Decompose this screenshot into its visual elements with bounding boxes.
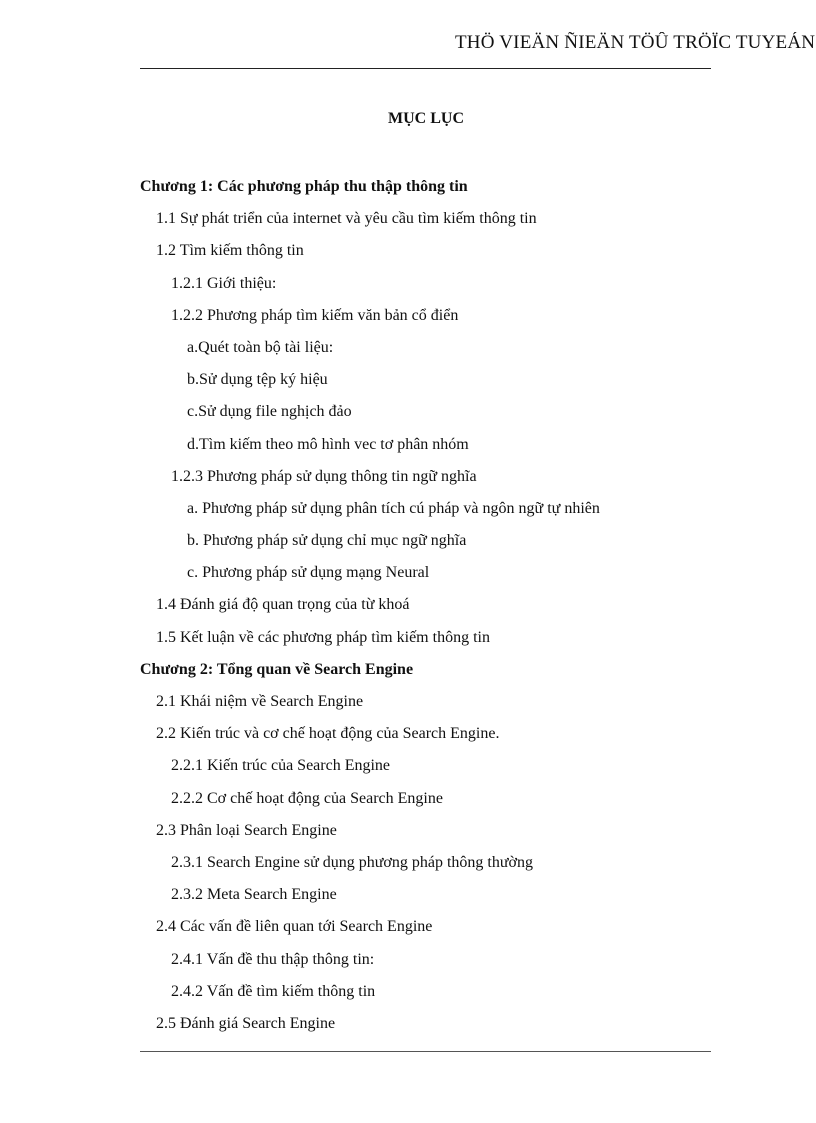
toc-chapter-2: Chương 2: Tổng quan về Search Engine <box>140 660 414 678</box>
toc-chapter-1: Chương 1: Các phương pháp thu thập thông tin <box>140 178 468 195</box>
toc-subitem: b.Sử dụng tệp ký hiệu <box>187 371 328 389</box>
footer-divider <box>140 1051 711 1052</box>
toc-subsection: 2.2.2 Cơ chế hoạt động của Search Engine <box>171 789 443 807</box>
toc-subsection: 2.4.2 Vấn đề tìm kiếm thông tin <box>171 982 376 1000</box>
toc-subsection: 1.2.3 Phương pháp sử dụng thông tin ngữ nghĩa <box>171 467 477 485</box>
header-divider <box>140 68 711 69</box>
toc-subitem: c. Phương pháp sử dụng mạng Neural <box>187 564 430 582</box>
toc-subsection: 2.4.1 Vấn đề thu thập thông tin: <box>171 950 375 968</box>
toc-subsection: 1.2.1 Giới thiệu: <box>171 274 277 292</box>
toc-section: 2.3 Phân loại Search Engine <box>156 821 337 839</box>
toc-subsection: 2.3.1 Search Engine sử dụng phương pháp thông thường <box>171 853 534 871</box>
toc-section: 1.2 Tìm kiếm thông tin <box>156 242 304 260</box>
toc-subitem: b. Phương pháp sử dụng chỉ mục ngữ nghĩa <box>187 532 467 550</box>
toc-section: 2.5 Đánh giá Search Engine <box>156 1014 336 1032</box>
toc-subitem: a. Phương pháp sử dụng phân tích cú pháp và ngôn ngữ tự nhiên <box>187 499 600 517</box>
toc-subitem: c.Sử dụng file nghịch đảo <box>187 403 352 421</box>
toc-section: 1.5 Kết luận về các phương pháp tìm kiếm thông tin <box>156 628 490 646</box>
running-header: THÖ VIEÄN ÑIEÄN TÖÛ TRÖÏC TUYEÁN <box>455 32 816 53</box>
toc-subsection: 1.2.2 Phương pháp tìm kiếm văn bản cổ điển <box>171 306 459 324</box>
toc-subsection: 2.3.2 Meta Search Engine <box>171 886 337 904</box>
table-of-contents <box>0 171 816 1040</box>
toc-subsection: 2.2.1 Kiến trúc của Search Engine <box>171 757 391 775</box>
toc-section: 2.4 Các vấn đề liên quan tới Search Engine <box>156 918 433 936</box>
toc-section: 1.4 Đánh giá độ quan trọng của từ khoá <box>156 596 410 614</box>
toc-subitem: d.Tìm kiếm theo mô hình vec tơ phân nhóm <box>187 435 469 453</box>
toc-title: MỤC LỤC <box>388 110 464 127</box>
toc-section: 1.1 Sự phát triển của internet và yêu cầu tìm kiếm thông tin <box>156 210 537 228</box>
toc-section: 2.1 Khái niệm về Search Engine <box>156 693 364 710</box>
toc-section: 2.2 Kiến trúc và cơ chế hoạt động của Search Engine. <box>156 725 500 743</box>
toc-subitem: a.Quét toàn bộ tài liệu: <box>187 338 334 356</box>
